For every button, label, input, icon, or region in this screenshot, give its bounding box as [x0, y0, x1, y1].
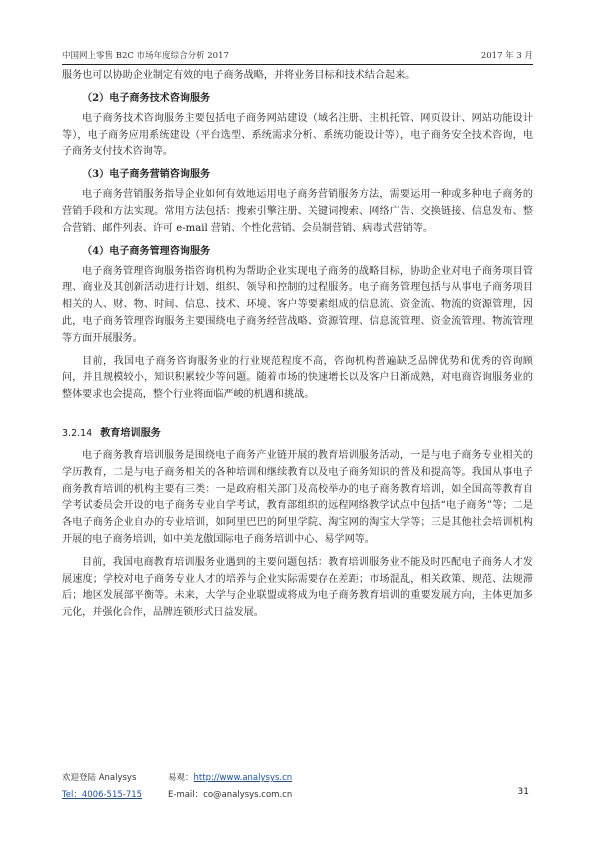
- paragraph-marketing-consulting: 电子商务营销服务指导企业如何有效地运用电子商务营销服务方法，需要运用一种或多种电子商务的营销手段和方法实现。常用方法包括：搜索引擎注册、关键词搜索、网络广告、交换链接、信息发布、整合营销、邮件列表、许可 e-mail 营销、个性化营销、会员制营销、病毒式营销等。: [62, 189, 533, 234]
- page-content: [62, 68, 533, 622]
- report-date: 2017 年 3 月: [480, 51, 533, 61]
- report-title: 中国网上零售 B2C 市场年度综合分析 2017: [62, 51, 229, 61]
- paragraph-intro: 服务也可以协助企业制定有效的电子商务战略，并将业务目标和技术结合起来。: [62, 70, 416, 81]
- page-number: 31: [517, 787, 529, 797]
- page-header: [62, 49, 533, 65]
- subheading-marketing-consulting: （3）电子商务营销咨询服务: [82, 169, 211, 181]
- footer-website-label: 易观：: [168, 773, 194, 783]
- subheading-management-consulting: （4）电子商务管理咨询服务: [82, 245, 211, 257]
- paragraph-management-consulting: 电子商务管理咨询服务指咨询机构为帮助企业实现电子商务的战略目标，协助企业对电子商务项目管理、商业及其创新活动进行计划、组织、领导和控制的过程服务。电子商务管理包括与从事电子商务项目相关的人、财、物、时间、信息、技术、环境、客户等要素组成的信息流、资金流、物流的资源管理，因此，电子商务管理咨询服务主要围绕电子商务经营战略、资源管理、信息流管理、资金流管理、物流管理等方面开展服务。: [62, 265, 533, 344]
- section-heading: [62, 426, 533, 442]
- section-number: 3.2.14: [62, 427, 93, 439]
- paragraph-education-intro: 电子商务教育培训服务是围绕电子商务产业链开展的教育培训服务活动，一是与电子商务专业相关的学历教育，二是与电子商务相关的各种培训和继续教育以及电子商务知识的普及和提高等。我国从事电子商务教育培训的机构主要有三类：一是政府相关部门及高校举办的电子商务教育培训，如全国高等教育自学考试委员会开设的电子商务专业自学考试，教育部组织的远程网络教学试点中包括“电子商务”等；二是各电子商务企业自办的专业培训，如阿里巴巴的阿里学院、淘宝网的淘宝大学等；三是其他社会培训机构开展的电子商务培训，如中美龙傲国际电子商务培训中心、易学网等。: [62, 449, 533, 545]
- section-title: 教育培训服务: [100, 427, 161, 439]
- footer-tel-link[interactable]: Tel：4006-515-715: [62, 790, 143, 800]
- footer-welcome: 欢迎登陆 Analysys: [62, 773, 137, 783]
- paragraph-tech-consulting: 电子商务技术咨询服务主要包括电子商务网站建设（域名注册、主机托管、网页设计、网站功能设计等），电子商务应用系统建设（平台选型、系统需求分析、系统功能设计等），电子商务安全技术咨询，电子商务支付技术咨询等。: [62, 112, 533, 158]
- paragraph-education-status: 目前，我国电商教育培训服务业遇到的主要问题包括：教育培训服务业不能及时匹配电子商务人才发展速度；学校对电子商务专业人才的培养与企业实际需要存在差距；市场混乱，相关政策、规范、法规滞后；地区发展部平衡等。未来，大学与企业联盟或将成为电子商务教育培训的重要发展方向，主体更加多元化，并强化合作，品牌连锁形式日益发展。: [62, 556, 533, 619]
- footer-email: E-mail：co@analysys.com.cn: [168, 790, 293, 800]
- subheading-tech-consulting: （2）电子商务技术咨询服务: [82, 92, 211, 104]
- footer-website-link[interactable]: http://www.analysys.cn: [193, 773, 293, 783]
- paragraph-consulting-status: 目前，我国电子商务咨询服务业的行业规范程度不高，咨询机构普遍缺乏品牌优势和优秀的咨询顾问，并且规模较小，知识积累较少等问题。随着市场的快速增长以及客户日渐成熟，对电商咨询服务业的整体要求也会提高，整个行业将面临严峻的机遇和挑战。: [62, 355, 533, 401]
- page-footer: [62, 770, 533, 804]
